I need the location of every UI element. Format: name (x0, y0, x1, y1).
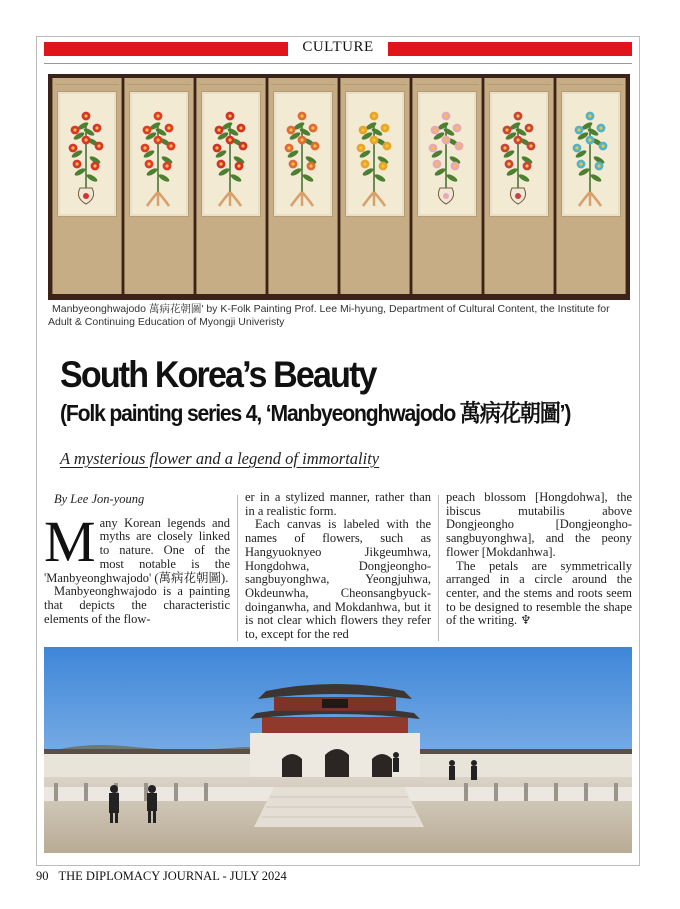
page-footer (36, 869, 287, 884)
section-bar-right (388, 42, 632, 56)
screen-panel (52, 78, 122, 294)
drop-cap: M (44, 508, 96, 574)
subheadline: (Folk painting series 4, ‘Manbyeonghwajodo 萬病花朝圖’) (60, 400, 571, 426)
tagline: A mysterious flower and a legend of immortality (60, 449, 380, 468)
journal-name: THE DIPLOMACY JOURNAL - JULY 2024 (58, 869, 287, 883)
article-body (44, 491, 634, 641)
palace-photo (44, 647, 632, 853)
paragraph: any Korean legends and myths are closely linked to nature. One of the most notable is the 'Manbyeonghwajodo' (萬病花朝圖). (44, 515, 230, 585)
panel-border (343, 84, 407, 85)
panel-border (271, 84, 335, 85)
article-column-2 (245, 491, 431, 642)
caption-line-1: Manbyeonghwajodo 萬病花朝圖' by K-Folk Painting Prof. Lee Mi-hyung, Department of Cultural Content, the Institute for (52, 303, 610, 315)
flower-arrangement-icon (133, 96, 183, 212)
folding-screen-image (48, 74, 630, 300)
flower-arrangement-icon (565, 96, 615, 212)
gyeongbokgung-gate-illustration (44, 647, 632, 853)
flower-arrangement-icon (493, 96, 543, 212)
byline: By Lee Jon-young (54, 492, 145, 506)
screen-panel (268, 78, 338, 294)
section-header (44, 41, 632, 57)
column-divider (438, 495, 439, 641)
panel-border (199, 84, 263, 85)
article-column-3 (446, 491, 632, 628)
paragraph: er in a stylized manner, rather than in a realistic form. (245, 490, 431, 518)
paragraph: Each canvas is labeled with the names of flowers, such as Hangyuoknyeo Jikgeumhwa, Hongdohwa, Dongjeongho-sangbuyonghwa, Yeongjuhwa, Okdeunwha, Cheonsangbyuck-doinganwha, and Mokdanhwa, but it is not clear which flowers they refer to, except for the red (245, 517, 431, 642)
screen-panel (196, 78, 266, 294)
panel-border (127, 84, 191, 85)
flower-arrangement-icon (205, 96, 255, 212)
screen-panel (556, 78, 626, 294)
section-bar-left (44, 42, 288, 56)
folding-screen-panels (52, 78, 626, 294)
panel-border (559, 84, 623, 85)
gate-signboard (322, 699, 348, 708)
panel-border (487, 84, 551, 85)
column-divider (237, 495, 238, 641)
flower-arrangement-icon (421, 96, 471, 212)
caption-line-2: Adult & Continuing Education of Myongji Univeristy (48, 316, 285, 328)
screen-panel (412, 78, 482, 294)
header-rule (44, 63, 632, 64)
headline: South Korea’s Beauty (60, 354, 376, 395)
page-number: 90 (36, 869, 49, 883)
flower-arrangement-icon (349, 96, 399, 212)
paragraph: peach blossom [Hongdohwa], the ibiscus mutabilis above Dongjeongho [Dongjeongho-sangbuyonghwa], and the peony flower [Mokdanhwa]. (446, 490, 632, 559)
gate-lower-pavilion (262, 717, 408, 733)
paragraph: The petals are symmetrically arranged in a circle around the center, and the stems and roots seem to be designed to resemble the shape of the writing. ♆ (446, 558, 632, 628)
flower-arrangement-icon (61, 96, 111, 212)
paragraph: Manbyeonghwajodo is a painting that depicts the characteristic elements of the flow- (44, 584, 230, 626)
screen-panel (340, 78, 410, 294)
flower-arrangement-icon (277, 96, 327, 212)
article-column-1 (44, 491, 230, 626)
panel-border (415, 84, 479, 85)
image-caption (48, 303, 636, 329)
section-label: CULTURE (302, 39, 374, 55)
screen-panel (484, 78, 554, 294)
screen-panel (124, 78, 194, 294)
panel-border (55, 84, 119, 85)
